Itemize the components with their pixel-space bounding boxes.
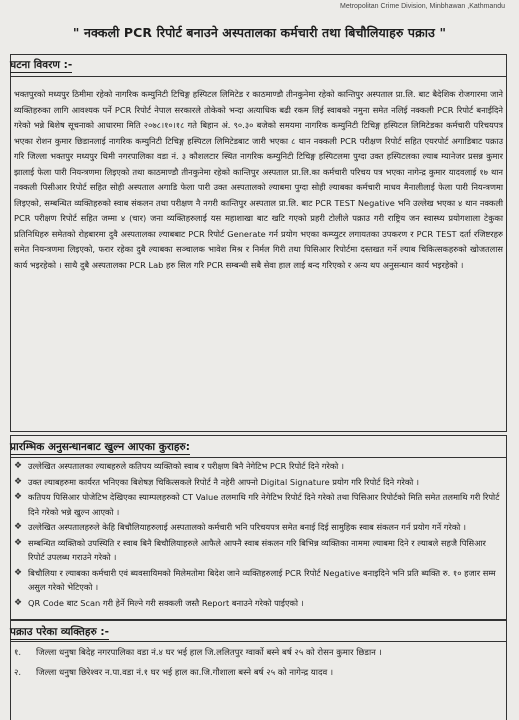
- list-item: ❖ सम्बन्धित व्यक्तिको उपस्थिति र स्वाब बिनै बिचौलियाहरुले आफैले आफ्नै स्वाब संकलन गरि बिभिन्न व्यक्तिका नाममा ल्याबमा दिने र ल्याबले सहजै पिसिआर रिपोर्ट उपलब्ध गराउने गरेको ।: [14, 537, 486, 562]
- arrested-heading-rule: [10, 641, 507, 642]
- list-item: ❖ बिचौलिया र ल्याबका कर्मचारी एवं ब्यवसायिमको मिलेमतोमा बिदेश जाने व्यक्तिहरुलाई PCR रिपोर्ट Negative बनाइदिने भनि प्रति ब्यक्ति रु. १० हजार सम्म असुल गरेको भेटिएको ।: [14, 567, 496, 592]
- list-item: ❖ QR Code बाट Scan गरी हेर्ने मिल्ने गरी सक्कली जस्तै Report बनाउने गरेको पाईएको ।: [14, 596, 503, 611]
- list-item: १. जिल्ला धनुषा बिदेह नगरपालिका वडा नं.४ घर भई हाल जि.ललितपुर ग्वार्को बस्ने बर्ष २५ को रोसन कुमार छिडान ।: [14, 648, 382, 658]
- findings-heading: प्रारम्भिक अनुसन्धानबाट खुल्न आएका कुराहरु:: [10, 441, 190, 453]
- findings-list: [14, 459, 503, 611]
- diamond-bullet-icon: ❖: [14, 461, 23, 471]
- diamond-bullet-icon: ❖: [14, 567, 23, 578]
- list-item: ❖ कतिपय पिसिआर पोजेटिभ देखिएका स्याम्पलहरुको CT Value तलमाथि गरि नेगेटिभ रिपोर्ट दिने गरेको तथा पिसिआर रिपोर्टको मिति समेत तलमाथि गरी रिपोर्ट दिने गरेको भन्ने खुल्न आएको ।: [14, 492, 500, 517]
- division-header: Metropolitan Crime Division, Minbhawan ,Kathmandu: [340, 3, 505, 10]
- page-title: " नक्कली PCR रिपोर्ट बनाउने अस्पतालका कर्मचारी तथा बिचौलियाहरु पक्राउ ": [72, 25, 447, 40]
- diamond-bullet-icon: ❖: [14, 597, 23, 608]
- incident-narrative: भक्तपुरको मध्यपुर ठिमीमा रहेको नागरिक कम्युनिटी टिचिङ्ग हस्पिटल लिमिटेड र काठमाण्डौ तीनकुनेमा रहेको कान्तिपुर अस्पताल प्रा.लि. बाट बैदेशिक रोजगारमा जाने व्यक्तिहरुका लागि आवश्यक पर्ने PCR रिपोर्ट नेपाल सरकारले तोकेको भन्दा अत्याधिक बढी रकम लिई स्वाबको नमुना समेत नलिई नक्कली PCR रिपोर्ट बनाईदिने गरेको भन्ने बिशेष सूचनाको आधारमा मिति २०७८।१०।१८ गते बिहान अं. ९०.३० बजेको समयमा नागरिक कम्युनिटी टिचिङ्ग हस्पिटल लिमिटेडका कर्मचारी परिचयपत्र भएका रोशन कुमार छिडानलाई नागरिक कम्युनिटी टिचिङ्ग हस्पिटल लिमिटेडबाट जारी भएका ८ थान नक्कली PCR परीक्षण रिपोर्ट सहित एयरपोर्ट अगाडिबाट पक्राउ गरि जिल्ला भक्तपुर मध्यपुर थिमी नगरपालिका वडा नं. ३ कौशलटार स्थित नागरिक कम्युनिटी टिचिङ्ग हस्पिटलमा पुग्दा उक्त हस्पिटलका ल्याब म्यानेजर प्रसन्न कुमार झालाई फेला पारी नियन्त्रणमा लिइएको तथा काठमाण्डौ तीनकुनेमा रहेको कान्तिपुर अस्पताल प्रा.लि.का कर्मचारी परिचय पत्र भएका नागेन्द्र कुमार यादवलाई १७ थान नक्कली पिसीआर रिपोर्ट सहित सोही अस्पताल अगाडि फेला पारी उक्त अस्पतालको ल्याबमा पुग्दा सोही ल्याबका कर्मचारी माधव मैनालीलाई फेला पारी नियन्त्रणमा लिइएको, सम्बन्धित व्यक्तिहरुको स्वाब संकलन तथा परीक्षण नै नगरी कान्तिपुर अस्पताल प्रा.लि. बाट PCR TEST Negative भनि उल्लेख भएका ४ थान नक्कली PCR परीक्षण रिपोर्ट सहित जम्मा ४ (चार) जना व्यक्तिहरुलाई यस महाशाखा बाट खटि गएको प्रहरी टोलीले पक्राउ गरी राष्ट्रिय जन स्वास्थ्य प्रयोगशाला टेकुका प्रतिनिधिहरु समेतको रोहबारमा दुवै अस्पतालका ल्याबबाट PCR रिपोर्ट Generate गर्न प्रयोग भएका कम्प्युटर लगायतका उपकरण र PCR TEST दर्ता रजिष्टरहरु समेत नियन्त्रणमा लिइएको, फरार रहेका दुबै ल्याबका सञ्चालक भावेश मिश्र र निर्मल गिरी तथा पिसिआर रिपोर्टमा दस्तखत गर्ने ल्याब चिकित्सकहरुको खोजतलास कार्य भइरहेको । साथै दुबै अस्पतालका PCR Lab हरु सिल गरि PCR सम्बन्धी सबै सेवा हाल लाई बन्द गरिएको र अन्य थप अनुसन्धान कार्य भइरहेको ।: [14, 89, 503, 270]
- list-item: २. जिल्ला धनुषा छिरेश्वर न.पा.वडा नं.१ घर भई हाल का.जि.गौशाला बस्ने बर्ष २५ को नागेन्द्र यादव ।: [14, 668, 334, 678]
- diamond-bullet-icon: ❖: [14, 476, 23, 487]
- findings-heading-rule: [10, 457, 507, 458]
- arrested-list: [14, 646, 503, 686]
- diamond-bullet-icon: ❖: [14, 492, 23, 502]
- incident-heading: घटना विवरण :-: [10, 59, 73, 71]
- diamond-bullet-icon: ❖: [14, 537, 23, 548]
- diamond-bullet-icon: ❖: [14, 522, 23, 532]
- arrested-heading: पक्राउ परेका व्यक्तिहरु :-: [10, 626, 109, 638]
- list-item: ❖ उल्लेखित अस्पतालका ल्याबहरुले कतिपय व्यक्तिको स्वाब र परीक्षण बिनै नेगेटिभ PCR रिपोर्ट दिने गरेको ।: [14, 459, 503, 474]
- list-item: ❖ उल्लेखित अस्पतालहरुले केहि बिचौलियाहरुलाई अस्पतालको कर्मचारी भनि परिचयपत्र समेत बनाई दिई सामुहिक स्वाब संकलन गर्न प्रयोग गर्ने गरेको ।: [14, 520, 503, 535]
- list-item: ❖ उक्त ल्याबहरुमा कार्यरत भनिएका बिशेषज्ञ चिकित्सकले रिपोर्ट नै नहेरी आफ्नो Digital Signature प्रयोग गरि रिपोर्ट दिने गरेको ।: [14, 475, 503, 490]
- incident-heading-rule: [10, 76, 507, 77]
